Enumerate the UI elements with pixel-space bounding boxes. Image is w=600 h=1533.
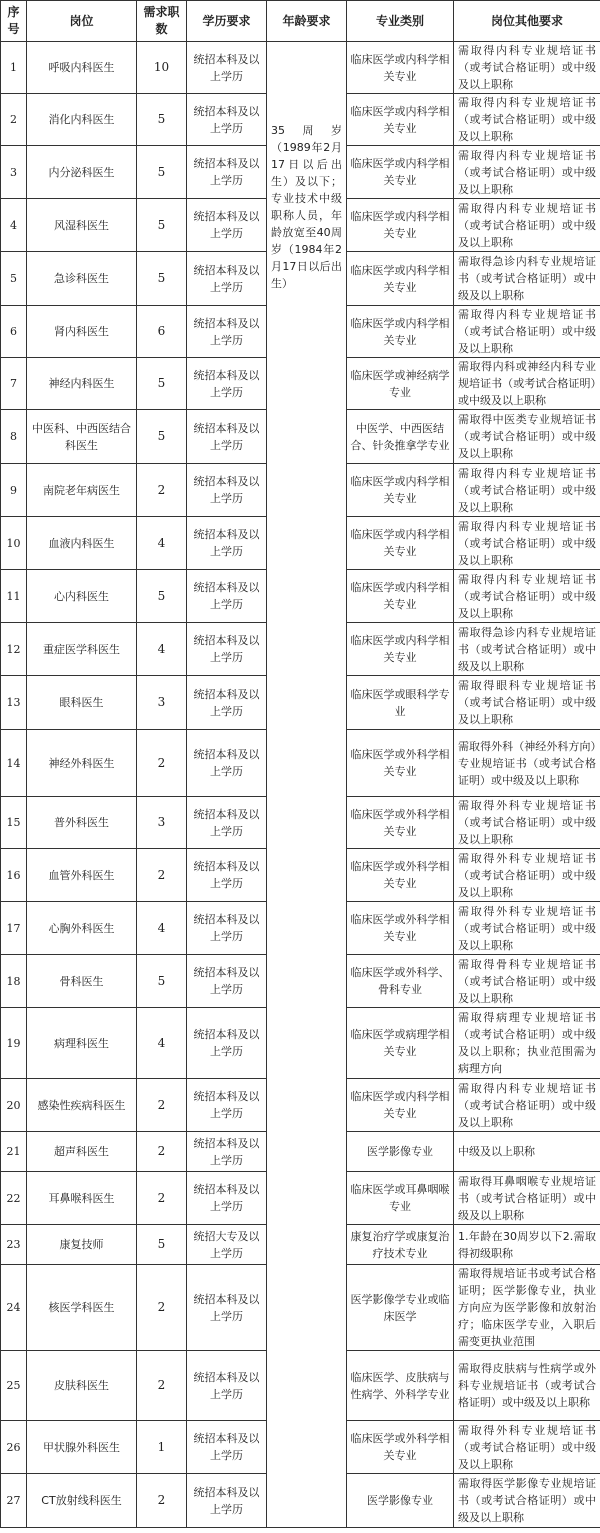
row-other: 需取得皮肤病与性病学或外科专业规培证书（或考试合格证明）或中级及以上职称 [454, 1351, 600, 1421]
row-education: 统招本科及以上学历 [187, 570, 267, 623]
row-major: 临床医学或耳鼻咽喉专业 [347, 1172, 454, 1225]
row-position: 血管外科医生 [27, 849, 137, 902]
row-major: 中医学、中西医结合、针灸推拿学专业 [347, 410, 454, 464]
row-index: 2 [1, 94, 27, 146]
row-major: 临床医学或外科学相关专业 [347, 1421, 454, 1474]
row-index: 14 [1, 730, 27, 797]
row-education: 统招本科及以上学历 [187, 676, 267, 730]
row-education: 统招本科及以上学历 [187, 252, 267, 306]
row-major: 临床医学或神经病学专业 [347, 358, 454, 410]
row-other: 需取得外科（神经外科方向）专业规培证书（或考试合格证明）或中级及以上职称 [454, 730, 600, 797]
row-education: 统招本科及以上学历 [187, 146, 267, 199]
row-position: 皮肤科医生 [27, 1351, 137, 1421]
row-other: 需取得急诊内科专业规培证书（或考试合格证明）或中级及以上职称 [454, 623, 600, 676]
row-index: 13 [1, 676, 27, 730]
row-major: 临床医学或眼科学专业 [347, 676, 454, 730]
row-count: 5 [137, 199, 187, 252]
row-major: 临床医学或内科学相关专业 [347, 464, 454, 517]
row-position: 风湿科医生 [27, 199, 137, 252]
row-other: 需取得内科专业规培证书（或考试合格证明）或中级及以上职称 [454, 199, 600, 252]
row-other: 需取得内科专业规培证书（或考试合格证明）或中级及以上职称 [454, 94, 600, 146]
row-position: 甲状腺外科医生 [27, 1421, 137, 1474]
row-count: 5 [137, 94, 187, 146]
row-other: 需取得外科专业规培证书（或考试合格证明）或中级及以上职称 [454, 849, 600, 902]
row-count: 4 [137, 517, 187, 570]
row-count: 5 [137, 1225, 187, 1265]
row-count: 2 [137, 1265, 187, 1351]
row-major: 临床医学或内科学相关专业 [347, 306, 454, 358]
row-major: 临床医学或外科学相关专业 [347, 902, 454, 955]
row-index: 24 [1, 1265, 27, 1351]
row-position: 内分泌科医生 [27, 146, 137, 199]
row-other: 需取得医学影像专业规培证书（或考试合格证明）或中级及以上职称 [454, 1474, 600, 1528]
row-education: 统招本科及以上学历 [187, 902, 267, 955]
row-count: 2 [137, 1079, 187, 1132]
row-major: 医学影像专业 [347, 1132, 454, 1172]
row-position: 南院老年病医生 [27, 464, 137, 517]
row-position: 耳鼻喉科医生 [27, 1172, 137, 1225]
row-count: 5 [137, 358, 187, 410]
row-major: 临床医学或病理学相关专业 [347, 1008, 454, 1079]
header-other: 岗位其他要求 [454, 1, 600, 42]
row-count: 2 [137, 730, 187, 797]
row-education: 统招本科及以上学历 [187, 849, 267, 902]
row-count: 2 [137, 1172, 187, 1225]
row-education: 统招本科及以上学历 [187, 1132, 267, 1172]
row-index: 5 [1, 252, 27, 306]
header-count: 需求职数 [137, 1, 187, 42]
row-major: 临床医学或内科学相关专业 [347, 146, 454, 199]
row-index: 22 [1, 1172, 27, 1225]
row-other: 需取得内科专业规培证书（或考试合格证明）或中级及以上职称 [454, 146, 600, 199]
row-position: 心内科医生 [27, 570, 137, 623]
row-other: 需取得骨科专业规培证书（或考试合格证明）或中级及以上职称 [454, 955, 600, 1008]
row-education: 统招本科及以上学历 [187, 1172, 267, 1225]
row-education: 统招本科及以上学历 [187, 1079, 267, 1132]
row-other: 需取得规培证书或考试合格证明；医学影像专业，执业方向应为医学影像和放射治疗；临床医学专业，入职后需变更执业范围 [454, 1265, 600, 1351]
row-major: 临床医学或内科学相关专业 [347, 42, 454, 94]
row-index: 23 [1, 1225, 27, 1265]
row-education: 统招本科及以上学历 [187, 1351, 267, 1421]
row-index: 17 [1, 902, 27, 955]
row-other: 需取得内科专业规培证书（或考试合格证明）或中级及以上职称 [454, 306, 600, 358]
row-count: 6 [137, 306, 187, 358]
row-count: 3 [137, 676, 187, 730]
row-index: 25 [1, 1351, 27, 1421]
row-major: 临床医学或内科学相关专业 [347, 1079, 454, 1132]
row-index: 16 [1, 849, 27, 902]
row-position: 感染性疾病科医生 [27, 1079, 137, 1132]
row-education: 统招本科及以上学历 [187, 1421, 267, 1474]
row-index: 11 [1, 570, 27, 623]
row-education: 统招大专及以上学历 [187, 1225, 267, 1265]
row-count: 4 [137, 623, 187, 676]
row-index: 15 [1, 797, 27, 849]
header-education: 学历要求 [187, 1, 267, 42]
row-education: 统招本科及以上学历 [187, 1008, 267, 1079]
row-position: 病理科医生 [27, 1008, 137, 1079]
row-other: 需取得内科专业规培证书（或考试合格证明）或中级及以上职称 [454, 42, 600, 94]
row-other: 需取得外科专业规培证书（或考试合格证明）或中级及以上职称 [454, 797, 600, 849]
row-index: 19 [1, 1008, 27, 1079]
row-major: 临床医学或外科学相关专业 [347, 797, 454, 849]
row-position: 超声科医生 [27, 1132, 137, 1172]
row-position: 心胸外科医生 [27, 902, 137, 955]
row-position: 肾内科医生 [27, 306, 137, 358]
row-major: 临床医学或内科学相关专业 [347, 252, 454, 306]
row-position: 核医学科医生 [27, 1265, 137, 1351]
row-other: 需取得内科或神经内科专业规培证书（或考试合格证明）或中级及以上职称 [454, 358, 600, 410]
row-position: 呼吸内科医生 [27, 42, 137, 94]
row-education: 统招本科及以上学历 [187, 955, 267, 1008]
row-count: 2 [137, 1351, 187, 1421]
row-major: 临床医学、皮肤病与性病学、外科学专业 [347, 1351, 454, 1421]
header-major: 专业类别 [347, 1, 454, 42]
row-index: 4 [1, 199, 27, 252]
row-position: 血液内科医生 [27, 517, 137, 570]
row-major: 临床医学或外科学相关专业 [347, 730, 454, 797]
row-other: 需取得内科专业规培证书（或考试合格证明）或中级及以上职称 [454, 570, 600, 623]
age-requirement: 35周岁（1989年2月17日以后出生）及以下；专业技术中级职称人员，年龄放宽至40周岁（1984年2月17日以后出生） [267, 42, 347, 1528]
row-major: 康复治疗学或康复治疗技术专业 [347, 1225, 454, 1265]
row-education: 统招本科及以上学历 [187, 517, 267, 570]
row-count: 5 [137, 146, 187, 199]
row-education: 统招本科及以上学历 [187, 358, 267, 410]
row-major: 医学影像专业 [347, 1474, 454, 1528]
row-other: 需取得内科专业规培证书（或考试合格证明）或中级及以上职称 [454, 517, 600, 570]
row-index: 18 [1, 955, 27, 1008]
row-index: 9 [1, 464, 27, 517]
row-count: 1 [137, 1421, 187, 1474]
row-count: 4 [137, 1008, 187, 1079]
row-position: 骨科医生 [27, 955, 137, 1008]
row-other: 需取得外科专业规培证书（或考试合格证明）或中级及以上职称 [454, 1421, 600, 1474]
row-position: 神经外科医生 [27, 730, 137, 797]
row-other: 需取得耳鼻咽喉专业规培证书（或考试合格证明）或中级及以上职称 [454, 1172, 600, 1225]
row-other: 需取得内科专业规培证书（或考试合格证明）或中级及以上职称 [454, 1079, 600, 1132]
row-other: 1.年龄在30周岁以下2.需取得初级职称 [454, 1225, 600, 1265]
row-count: 2 [137, 1474, 187, 1528]
table-row [1, 42, 600, 94]
row-education: 统招本科及以上学历 [187, 730, 267, 797]
row-index: 3 [1, 146, 27, 199]
row-major: 临床医学或外科学、骨科专业 [347, 955, 454, 1008]
row-count: 5 [137, 570, 187, 623]
row-major: 临床医学或内科学相关专业 [347, 94, 454, 146]
row-position: 眼科医生 [27, 676, 137, 730]
row-other: 中级及以上职称 [454, 1132, 600, 1172]
row-index: 21 [1, 1132, 27, 1172]
row-count: 5 [137, 410, 187, 464]
row-education: 统招本科及以上学历 [187, 623, 267, 676]
header-row [1, 1, 600, 42]
row-index: 12 [1, 623, 27, 676]
row-index: 10 [1, 517, 27, 570]
row-education: 统招本科及以上学历 [187, 94, 267, 146]
row-education: 统招本科及以上学历 [187, 797, 267, 849]
row-education: 统招本科及以上学历 [187, 410, 267, 464]
row-education: 统招本科及以上学历 [187, 464, 267, 517]
header-index: 序号 [1, 1, 27, 42]
row-position: 神经内科医生 [27, 358, 137, 410]
row-position: 康复技师 [27, 1225, 137, 1265]
row-index: 27 [1, 1474, 27, 1528]
row-other: 需取得急诊内科专业规培证书（或考试合格证明）或中级及以上职称 [454, 252, 600, 306]
row-major: 临床医学或内科学相关专业 [347, 517, 454, 570]
header-position: 岗位 [27, 1, 137, 42]
row-position: 普外科医生 [27, 797, 137, 849]
row-major: 临床医学或内科学相关专业 [347, 623, 454, 676]
row-index: 8 [1, 410, 27, 464]
row-major: 医学影像学专业或临床医学 [347, 1265, 454, 1351]
row-major: 临床医学或内科学相关专业 [347, 199, 454, 252]
row-education: 统招本科及以上学历 [187, 42, 267, 94]
row-position: 消化内科医生 [27, 94, 137, 146]
row-count: 2 [137, 849, 187, 902]
row-education: 统招本科及以上学历 [187, 199, 267, 252]
row-index: 20 [1, 1079, 27, 1132]
row-index: 26 [1, 1421, 27, 1474]
row-count: 2 [137, 464, 187, 517]
row-count: 4 [137, 902, 187, 955]
row-position: 急诊科医生 [27, 252, 137, 306]
row-other: 需取得中医类专业规培证书（或考试合格证明）或中级及以上职称 [454, 410, 600, 464]
row-count: 2 [137, 1132, 187, 1172]
table-body [1, 42, 600, 1528]
row-education: 统招本科及以上学历 [187, 1474, 267, 1528]
row-education: 统招本科及以上学历 [187, 1265, 267, 1351]
row-other: 需取得内科专业规培证书（或考试合格证明）或中级及以上职称 [454, 464, 600, 517]
row-count: 3 [137, 797, 187, 849]
row-count: 5 [137, 252, 187, 306]
row-index: 6 [1, 306, 27, 358]
row-position: 重症医学科医生 [27, 623, 137, 676]
row-count: 5 [137, 955, 187, 1008]
row-major: 临床医学或内科学相关专业 [347, 570, 454, 623]
row-other: 需取得外科专业规培证书（或考试合格证明）或中级及以上职称 [454, 902, 600, 955]
row-position: CT放射线科医生 [27, 1474, 137, 1528]
row-other: 需取得眼科专业规培证书（或考试合格证明）或中级及以上职称 [454, 676, 600, 730]
row-major: 临床医学或外科学相关专业 [347, 849, 454, 902]
row-other: 需取得病理专业规培证书（或考试合格证明）或中级及以上职称；执业范围需为病理方向 [454, 1008, 600, 1079]
row-education: 统招本科及以上学历 [187, 306, 267, 358]
row-index: 7 [1, 358, 27, 410]
row-position: 中医科、中西医结合科医生 [27, 410, 137, 464]
row-count: 10 [137, 42, 187, 94]
header-age: 年龄要求 [267, 1, 347, 42]
row-index: 1 [1, 42, 27, 94]
